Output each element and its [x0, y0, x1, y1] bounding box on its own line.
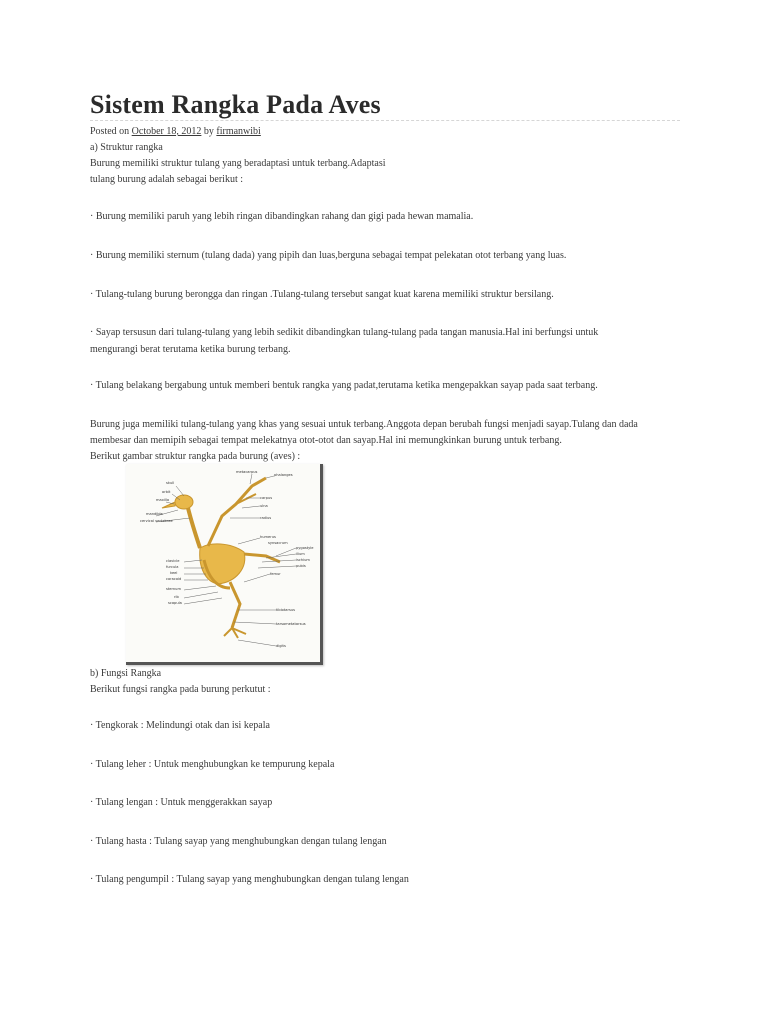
section-a-intro-2: tulang burung adalah sebagai berikut :: [90, 174, 244, 185]
figure-label: rib: [174, 595, 179, 599]
figure-label: orbit: [162, 490, 171, 494]
bullet-item: · Tulang-tulang burung berongga dan ringan .Tulang-tulang tersebut sangat kuat karena memiliki struktur bersilang.: [90, 289, 554, 300]
skull-bone: [175, 495, 193, 509]
function-item: · Tulang lengan : Untuk menggerakkan sayap: [90, 797, 273, 808]
figure-label: sternum: [166, 587, 181, 591]
wing-bone: [208, 478, 266, 546]
bullet-item-continued: mengurangi berat terutama ketika burung terbang.: [90, 344, 291, 355]
paragraph-line: Burung juga memiliki tulang-tulang yang khas yang sesuai untuk terbang.Anggota depan berubah fungsi menjadi sayap.Tulang dan dada: [90, 419, 638, 430]
figure-label: metacarpus: [236, 470, 258, 474]
figure-label: pubis: [296, 564, 306, 568]
figure-label: femur: [270, 572, 281, 576]
beak-bone: [162, 502, 175, 508]
figure-label: mandible: [146, 512, 163, 516]
figure-label: cervical vertebrae: [140, 519, 173, 523]
figure-label: ulna: [260, 504, 268, 508]
figure-label: radius: [260, 516, 272, 520]
figure-label: ischium: [296, 558, 310, 562]
figure-label: furcula: [166, 565, 179, 569]
toe-bones: [224, 628, 246, 638]
bullet-item: · Sayap tersusun dari tulang-tulang yang lebih sedikit dibandingkan tulang-tulang pada tangan manusia.Hal ini berfungsi untuk: [90, 327, 599, 338]
bird-skeleton-illustration: [126, 464, 320, 662]
figure-label: scapula: [168, 601, 182, 605]
figure-label: phalanges: [274, 473, 293, 477]
bullet-item: · Tulang belakang bergabung untuk memberi bentuk rangka yang padat,terutama ketika mengepakkan sayap pada saat terbang.: [90, 380, 598, 391]
neck-bone: [188, 508, 200, 548]
figure-label: tarsometatarsus: [276, 622, 306, 626]
page-title: Sistem Rangka Pada Aves: [90, 90, 381, 119]
title-divider: [90, 120, 680, 121]
figure-label: humerus: [260, 535, 276, 539]
section-b-intro: Berikut fungsi rangka pada burung perkutut :: [90, 684, 271, 695]
figure-label: clavicle: [166, 559, 180, 563]
figure-label: ilium: [296, 552, 305, 556]
figure-label: tibiotarsus: [276, 608, 295, 612]
tail-bone: [244, 554, 280, 562]
figure-label: pygostyle: [296, 546, 314, 550]
figure-label: coracoid: [166, 577, 182, 581]
function-item: · Tulang hasta : Tulang sayap yang menghubungkan dengan tulang lengan: [90, 836, 387, 847]
section-b-heading: b) Fungsi Rangka: [90, 668, 162, 679]
function-item: · Tengkorak : Melindungi otak dan isi kepala: [90, 720, 270, 731]
section-a-heading: a) Struktur rangka: [90, 142, 163, 153]
figure-label: skull: [166, 481, 175, 485]
figure-label: keel: [170, 571, 178, 575]
bird-skeleton-figure: [126, 464, 323, 665]
posted-on-label: Posted on: [90, 126, 130, 137]
figure-label: synsacrum: [268, 541, 288, 545]
post-meta: [90, 124, 261, 140]
figure-label: digits: [276, 644, 286, 648]
paragraph-line: membesar dan memipih sebagai tempat melekatnya otot-otot dan sayap.Hal ini memungkinkan burung untuk terbang.: [90, 435, 562, 446]
author-link[interactable]: firmanwibi: [216, 126, 261, 137]
section-a-intro-1: Burung memiliki struktur tulang yang beradaptasi untuk terbang.Adaptasi: [90, 158, 386, 169]
figure-label: carpus: [260, 496, 273, 500]
figure-label: maxilla: [156, 498, 170, 502]
bullet-item: · Burung memiliki paruh yang lebih ringan dibandingkan rahang dan gigi pada hewan mamalia.: [90, 211, 474, 222]
function-item: · Tulang leher : Untuk menghubungkan ke tempurung kepala: [90, 759, 335, 770]
leg-bone: [230, 582, 240, 628]
function-item: · Tulang pengumpil : Tulang sayap yang menghubungkan dengan tulang lengan: [90, 874, 409, 885]
paragraph-line: Berikut gambar struktur rangka pada burung (aves) :: [90, 451, 301, 462]
bullet-item: · Burung memiliki sternum (tulang dada) yang pipih dan luas,berguna sebagai tempat pelekatan otot terbang yang luas.: [90, 250, 567, 261]
by-label: by: [203, 126, 214, 137]
post-date-link[interactable]: October 18, 2012: [131, 126, 202, 137]
